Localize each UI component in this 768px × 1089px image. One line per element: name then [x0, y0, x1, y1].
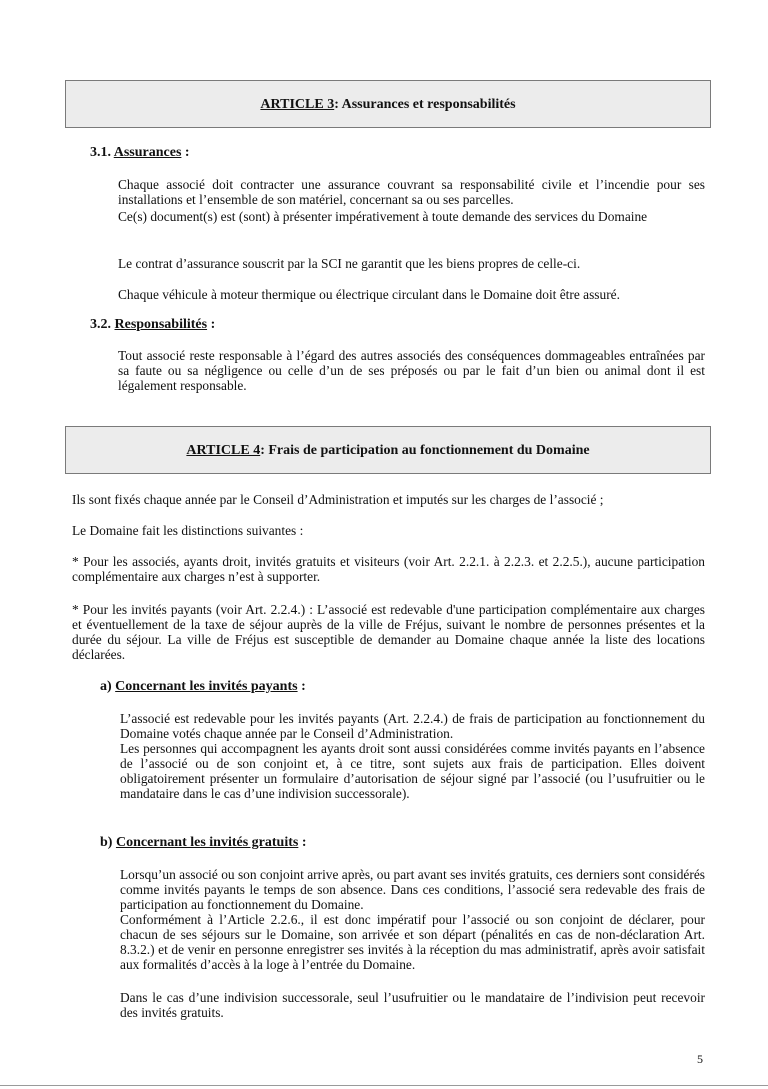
- paragraph: Ce(s) document(s) est (sont) à présenter impérativement à toute demande des services du Domaine: [118, 209, 648, 224]
- subsection-title: Concernant les invités payants: [115, 679, 298, 694]
- paragraph: Conformément à l’Article 2.2.6., il est donc impératif pour l’associé ou son conjoint de déclarer, pour chacun de ses séjours sur le Domaine, son arrivée et son départ (pénalités en cas de non-déclaration Art. 8.3.2.) et de venir en personne enregistrer ses invités à la réception du mas administratif, après avoir satisfait aux formalités d’accès à la loge à l’entrée du Domaine.: [120, 912, 705, 972]
- section-3-2-heading: [90, 317, 215, 332]
- paragraph: Tout associé reste responsable à l’égard des autres associés des conséquences dommageables entraînées par sa faute ou sa négligence ou celle d’un de ses préposés ou par le fait d’un bien ou animal dont il est légalement responsable.: [118, 348, 705, 393]
- article-4-heading: [65, 426, 711, 474]
- subsection-colon: :: [298, 835, 307, 850]
- section-colon: :: [207, 317, 216, 332]
- section-title: Responsabilités: [114, 317, 208, 332]
- section-3-1-heading: [90, 145, 190, 160]
- paragraph: * Pour les invités payants (voir Art. 2.2.4.) : L’associé est redevable d'une participation complémentaire aux charges et éventuellement de la taxe de séjour auprès de la ville de Fréjus, suivant le nombre de personnes présentes et la durée du séjour. La ville de Fréjus est susceptible de demander au Domaine chaque année la liste des locations déclarées.: [72, 602, 705, 662]
- article-3-title: : Assurances et responsabilités: [334, 96, 516, 112]
- page-number: 5: [697, 1052, 703, 1066]
- section-colon: :: [181, 145, 190, 160]
- paragraph: L’associé est redevable pour les invités payants (Art. 2.2.4.) de frais de participation au fonctionnement du Domaine votés chaque année par le Conseil d’Administration.: [120, 711, 705, 741]
- paragraph: Les personnes qui accompagnent les ayants droit sont aussi considérées comme invités payants en l’absence de l’associé ou de son conjoint et, à ce titre, sont sujets aux frais de participation. Elles doivent obligatoirement présenter un formulaire d’autorisation de séjour signé par l’associé (ou l’usufruitier ou le mandataire dans le cas d’une indivision successorale).: [120, 741, 705, 801]
- paragraph: Dans le cas d’une indivision successorale, seul l’usufruitier ou le mandataire de l’indivision peut recevoir des invités gratuits.: [120, 990, 705, 1020]
- paragraph: Le Domaine fait les distinctions suivantes :: [72, 523, 304, 538]
- article-3-heading: [65, 80, 711, 128]
- section-number: 3.2.: [90, 317, 115, 332]
- paragraph: Le contrat d’assurance souscrit par la SCI ne garantit que les biens propres de celle-ci.: [118, 256, 581, 271]
- subsection-marker: b): [100, 835, 116, 850]
- subsection-colon: :: [297, 679, 306, 694]
- paragraph: Chaque véhicule à moteur thermique ou électrique circulant dans le Domaine doit être assuré.: [118, 287, 620, 302]
- paragraph: Chaque associé doit contracter une assurance couvrant sa responsabilité civile et l’incendie pour ses installations et l’ensemble de son matériel, concernant sa ou ses parcelles.: [118, 177, 705, 207]
- page-bottom-edge: [0, 1085, 768, 1086]
- article-3-label: ARTICLE 3: [260, 96, 335, 112]
- article-4-label: ARTICLE 4: [186, 442, 261, 458]
- subsection-b-heading: [100, 835, 307, 850]
- paragraph: * Pour les associés, ayants droit, invités gratuits et visiteurs (voir Art. 2.2.1. à 2.2.3. et 2.2.5.), aucune participation complémentaire aux charges n’est à supporter.: [72, 554, 705, 584]
- section-number: 3.1.: [90, 145, 114, 160]
- subsection-a-heading: [100, 679, 306, 694]
- subsection-marker: a): [100, 679, 116, 694]
- paragraph: Lorsqu’un associé ou son conjoint arrive après, ou part avant ses invités gratuits, ces derniers sont considérés comme invités payants le temps de son absence. Dans ces conditions, l’associé sera redevable des frais de participation au fonctionnement du Domaine.: [120, 867, 705, 912]
- paragraph: Ils sont fixés chaque année par le Conseil d’Administration et imputés sur les charges de l’associé ;: [72, 492, 604, 507]
- article-4-title: : Frais de participation au fonctionnement du Domaine: [260, 442, 590, 458]
- subsection-title: Concernant les invités gratuits: [115, 835, 299, 850]
- section-title: Assurances: [113, 145, 182, 160]
